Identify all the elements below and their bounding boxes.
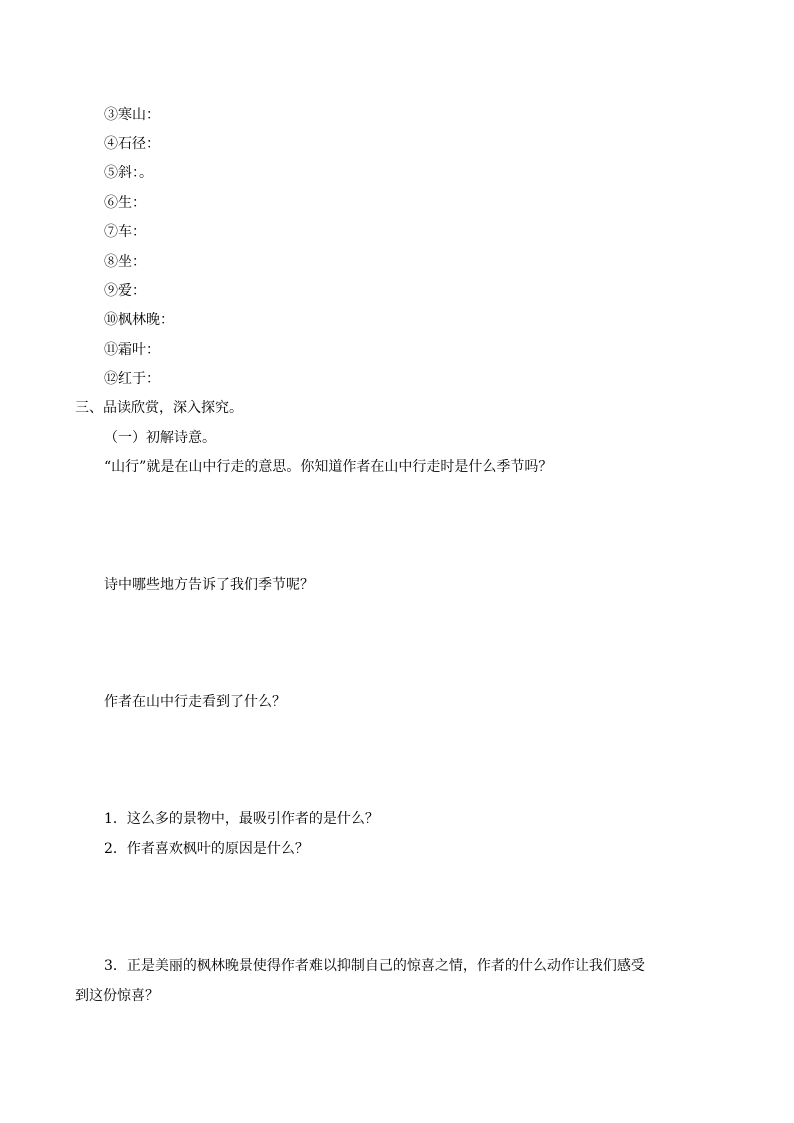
vocab-item-6: ⑥生：	[104, 195, 146, 211]
question-what-seen: 作者在山中行走看到了什么？	[104, 694, 286, 710]
vocab-item-4: ④石径：	[104, 136, 160, 152]
vocab-item-12: ⑫红于：	[104, 371, 160, 387]
vocab-item-5: ⑤斜：。	[104, 165, 153, 181]
vocab-item-11: ⑪霜叶：	[104, 342, 160, 358]
question-3-line-2: 到这份惊喜？	[75, 988, 159, 1004]
question-season-evidence: 诗中哪些地方告诉了我们季节呢？	[104, 577, 314, 593]
subsection-heading: （一）初解诗意。	[104, 430, 216, 446]
vocab-item-7: ⑦车：	[104, 224, 146, 240]
question-season: “山行”就是在山中行走的意思。你知道作者在山中行走时是什么季节吗？	[104, 459, 553, 475]
question-3-line-1: 3．正是美丽的枫林晚景使得作者难以抑制自己的惊喜之情，作者的什么动作让我们感受	[104, 958, 645, 974]
question-1: 1．这么多的景物中，最吸引作者的是什么？	[104, 811, 379, 827]
vocab-item-8: ⑧坐：	[104, 254, 146, 270]
vocab-item-10: ⑩枫林晚：	[104, 312, 174, 328]
vocab-item-3: ③寒山：	[104, 107, 160, 123]
vocab-item-9: ⑨爱：	[104, 283, 146, 299]
section-heading: 三、品读欣赏，深入探究。	[75, 400, 243, 416]
question-2: 2．作者喜欢枫叶的原因是什么？	[104, 841, 309, 857]
